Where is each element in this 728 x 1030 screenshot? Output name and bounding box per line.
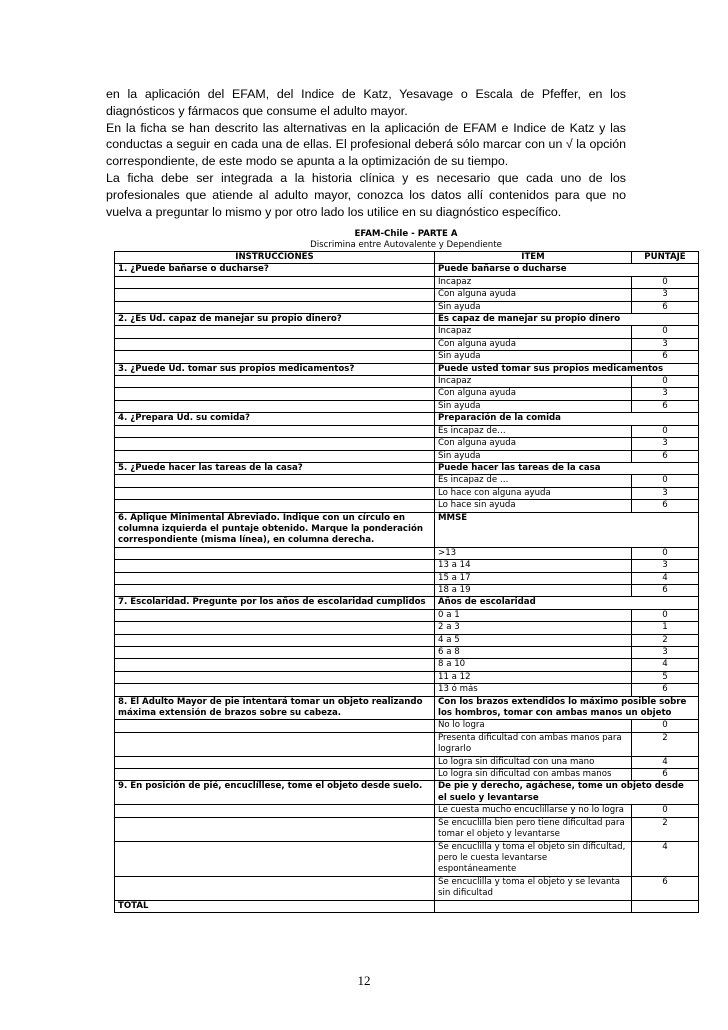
option-label-cell: 13 a 14 [435,560,632,572]
option-label-cell: Lo logra sin dificultad con una mano [435,756,632,768]
intro-paragraph-2: En la ficha se han descrito las alternativas en la aplicación de EFAM e Indice de Katz y las conductas a seguir en cada una de ellas. El profesional deberá sólo marcar con un √ la opción correspondiente, de este modo se apunta a la optimización de su tiempo. [106,120,626,169]
instruction-cell: 4. ¿Prepara Ud. su comida? [115,413,435,425]
option-score-cell: 0 [632,425,699,437]
option-score-cell: 0 [632,547,699,559]
section-row [115,264,699,276]
header-puntaje: PUNTAJE [632,252,699,264]
option-score-cell: 6 [632,400,699,412]
total-empty-cell [435,900,632,912]
option-label-cell: No lo logra [435,720,632,732]
option-score-cell: 3 [632,487,699,499]
option-label-cell: 11 a 12 [435,671,632,683]
option-score-cell: 2 [632,817,699,841]
option-label-cell: 13 ó más [435,684,632,696]
table-header-row [115,252,699,264]
option-row [115,622,699,634]
option-label-cell: Lo logra sin dificultad con ambas manos [435,769,632,781]
table-title: EFAM-Chile - PARTE A [354,229,458,239]
instruction-cell: 7. Escolaridad. Pregunte por los años de escolaridad cumplidos [115,597,435,609]
empty-instruction-cell [115,560,435,572]
total-score-cell [632,900,699,912]
option-row [115,376,699,388]
header-instrucciones: INSTRUCCIONES [115,252,435,264]
empty-instruction-cell [115,547,435,559]
item-title-cell: Puede usted tomar sus propios medicamentos [435,363,699,375]
empty-instruction-cell [115,289,435,301]
option-row [115,301,699,313]
item-title-cell: Con los brazos extendidos lo máximo posible sobre los hombros, tomar con ambas manos un objeto [435,696,699,720]
option-score-cell: 0 [632,720,699,732]
section-row [115,597,699,609]
page-number: 12 [357,973,371,988]
empty-instruction-cell [115,487,435,499]
option-label-cell: Presenta dificultad con ambas manos para lograrlo [435,732,632,756]
empty-instruction-cell [115,876,435,900]
empty-instruction-cell [115,351,435,363]
option-score-cell: 5 [632,671,699,683]
empty-instruction-cell [115,622,435,634]
section-row [115,696,699,720]
option-label-cell: Con alguna ayuda [435,438,632,450]
empty-instruction-cell [115,805,435,817]
empty-instruction-cell [115,647,435,659]
option-score-cell: 0 [632,276,699,288]
option-row [115,487,699,499]
empty-instruction-cell [115,301,435,313]
option-row [115,400,699,412]
option-row [115,475,699,487]
option-row [115,450,699,462]
item-title-cell: De pie y derecho, agáchese, tome un objeto desde el suelo y levantarse [435,781,699,805]
empty-instruction-cell [115,425,435,437]
empty-instruction-cell [115,671,435,683]
option-row [115,841,699,876]
empty-instruction-cell [115,388,435,400]
empty-instruction-cell [115,400,435,412]
option-score-cell: 0 [632,475,699,487]
option-row [115,289,699,301]
option-label-cell: Con alguna ayuda [435,289,632,301]
option-row [115,326,699,338]
option-row [115,769,699,781]
option-label-cell: Sin ayuda [435,450,632,462]
empty-instruction-cell [115,438,435,450]
option-score-cell: 4 [632,756,699,768]
option-row [115,756,699,768]
empty-instruction-cell [115,500,435,512]
option-row [115,634,699,646]
instruction-cell: 5. ¿Puede hacer las tareas de la casa? [115,462,435,474]
option-row [115,817,699,841]
instruction-cell: 2. ¿Es Ud. capaz de manejar su propio dinero? [115,314,435,326]
empty-instruction-cell [115,276,435,288]
intro-paragraph-1: en la aplicación del EFAM, del Indice de Katz, Yesavage o Escala de Pfeffer, en los diagnósticos y fármacos que consume el adulto mayor. [106,87,626,118]
option-label-cell: 0 a 1 [435,609,632,621]
option-score-cell: 6 [632,876,699,900]
option-score-cell: 6 [632,584,699,596]
empty-instruction-cell [115,609,435,621]
section-row [115,363,699,375]
empty-instruction-cell [115,769,435,781]
item-title-cell: Es capaz de manejar su propio dinero [435,314,699,326]
empty-instruction-cell [115,475,435,487]
option-row [115,659,699,671]
option-score-cell: 3 [632,560,699,572]
option-row [115,720,699,732]
total-row [115,900,699,912]
option-score-cell: 4 [632,572,699,584]
option-row [115,438,699,450]
option-row [115,388,699,400]
option-label-cell: Con alguna ayuda [435,388,632,400]
option-row [115,500,699,512]
option-row [115,876,699,900]
empty-instruction-cell [115,684,435,696]
option-row [115,732,699,756]
header-item: ITEM [435,252,632,264]
option-score-cell: 4 [632,659,699,671]
option-label-cell: Sin ayuda [435,351,632,363]
option-label-cell: Con alguna ayuda [435,338,632,350]
option-row [115,584,699,596]
option-row [115,351,699,363]
option-label-cell: Se encuclilla y toma el objeto y se levanta sin dificultad [435,876,632,900]
instruction-cell: 6. Aplique Minimental Abreviado. Indique con un círculo en columna izquierda el puntaje obtenido. Marque la ponderación correspondiente (misma línea), en columna derecha. [115,512,435,547]
item-title-cell: Años de escolaridad [435,597,699,609]
intro-paragraph-3: La ficha debe ser integrada a la historia clínica y es necesario que cada uno de los profesionales que atiende al adulto mayor, conozca los datos allí contenidos para que no vuelva a preguntar lo mismo y por otro lado los utilice en su diagnóstico específico. [106,170,626,219]
empty-instruction-cell [115,720,435,732]
option-score-cell: 3 [632,438,699,450]
option-row [115,684,699,696]
option-label-cell: Incapaz [435,276,632,288]
option-score-cell: 6 [632,769,699,781]
empty-instruction-cell [115,572,435,584]
option-score-cell: 3 [632,338,699,350]
option-label-cell: >13 [435,547,632,559]
option-label-cell: 6 a 8 [435,647,632,659]
empty-instruction-cell [115,634,435,646]
option-row [115,609,699,621]
option-label-cell: Es incapaz de… [435,425,632,437]
option-score-cell: 0 [632,805,699,817]
empty-instruction-cell [115,756,435,768]
option-row [115,671,699,683]
option-label-cell: 2 a 3 [435,622,632,634]
section-row [115,413,699,425]
option-label-cell: 18 a 19 [435,584,632,596]
option-row [115,547,699,559]
option-label-cell: Sin ayuda [435,301,632,313]
option-score-cell: 3 [632,388,699,400]
option-label-cell: Lo hace sin ayuda [435,500,632,512]
option-row [115,572,699,584]
item-title-cell: MMSE [435,512,699,547]
option-score-cell: 1 [632,622,699,634]
option-score-cell: 6 [632,450,699,462]
option-row [115,560,699,572]
option-score-cell: 0 [632,609,699,621]
option-label-cell: 4 a 5 [435,634,632,646]
instruction-cell: 9. En posición de pié, encuclíllese, tome el objeto desde suelo. [115,781,435,805]
instruction-cell: 1. ¿Puede bañarse o ducharse? [115,264,435,276]
total-label-cell: TOTAL [115,900,435,912]
option-score-cell: 2 [632,732,699,756]
empty-instruction-cell [115,732,435,756]
option-label-cell: 15 a 17 [435,572,632,584]
item-title-cell: Preparación de la comida [435,413,699,425]
option-row [115,647,699,659]
option-label-cell: Sin ayuda [435,400,632,412]
option-score-cell: 0 [632,326,699,338]
item-title-cell: Puede hacer las tareas de la casa [435,462,699,474]
section-row [115,781,699,805]
table-subtitle: Discrimina entre Autovalente y Dependiente [310,240,502,250]
instruction-cell: 3. ¿Puede Ud. tomar sus propios medicamentos? [115,363,435,375]
option-score-cell: 4 [632,841,699,876]
option-row [115,276,699,288]
option-label-cell: Se encuclilla y toma el objeto sin dificultad, pero le cuesta levantarse espontáneamente [435,841,632,876]
empty-instruction-cell [115,326,435,338]
empty-instruction-cell [115,659,435,671]
option-score-cell: 0 [632,376,699,388]
empty-instruction-cell [115,817,435,841]
efam-table [114,251,699,913]
option-label-cell: Es incapaz de … [435,475,632,487]
option-label-cell: 8 a 10 [435,659,632,671]
instruction-cell: 8. El Adulto Mayor de pie intentará tomar un objeto realizando máxima extensión de brazos sobre su cabeza. [115,696,435,720]
section-row [115,462,699,474]
item-title-cell: Puede bañarse o ducharse [435,264,699,276]
option-score-cell: 6 [632,301,699,313]
section-row [115,512,699,547]
empty-instruction-cell [115,584,435,596]
option-row [115,805,699,817]
option-score-cell: 6 [632,684,699,696]
option-score-cell: 2 [632,634,699,646]
empty-instruction-cell [115,841,435,876]
intro-text [106,86,626,220]
section-row [115,314,699,326]
option-label-cell: Le cuesta mucho encuclillarse y no lo logra [435,805,632,817]
option-score-cell: 6 [632,351,699,363]
option-label-cell: Incapaz [435,326,632,338]
empty-instruction-cell [115,376,435,388]
option-score-cell: 6 [632,500,699,512]
option-score-cell: 3 [632,647,699,659]
empty-instruction-cell [115,338,435,350]
option-label-cell: Lo hace con alguna ayuda [435,487,632,499]
option-score-cell: 3 [632,289,699,301]
option-label-cell: Incapaz [435,376,632,388]
option-label-cell: Se encuclilla bien pero tiene dificultad para tomar el objeto y levantarse [435,817,632,841]
option-row [115,425,699,437]
empty-instruction-cell [115,450,435,462]
option-row [115,338,699,350]
